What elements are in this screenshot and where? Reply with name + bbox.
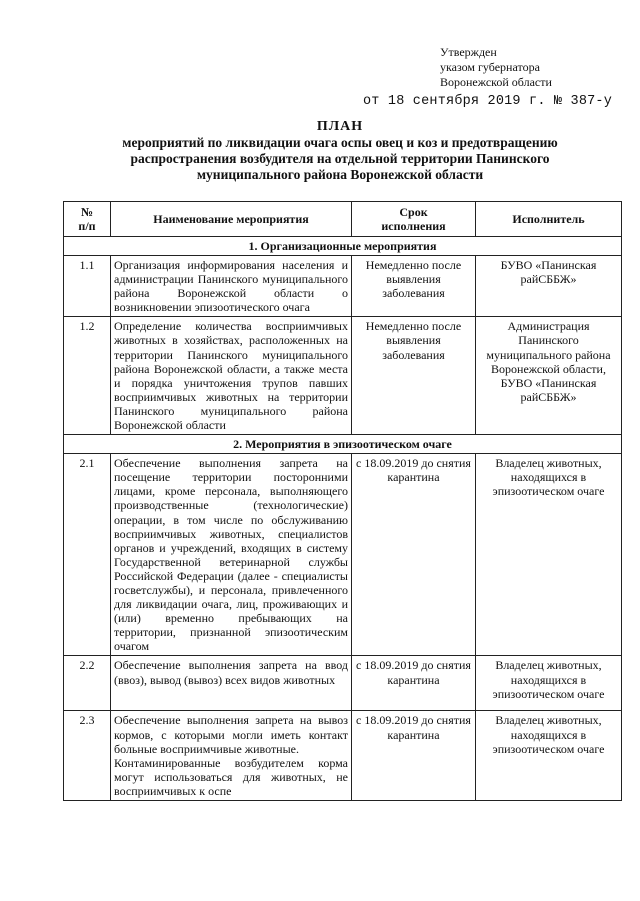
plan-heading: ПЛАН: [316, 119, 364, 134]
title-line: распространения возбудителя на отдельной территории Панинского: [130, 151, 550, 166]
row-measure: Обеспечение выполнения запрета на посещение территории посторонними лицами, кроме персонала, выполняющего производственные (технологические) операции, в том числе по обслуживанию восприимчивых животных, специалистов органов и учреждений, входящих в систему Государственной ветеринарной службы Российской Федерации (далее - специалисты госветслужбы), и персонала, привлеченного для ликвидации очага, лиц, проживающих и (или) временно пребывающих на территории, признанной эпизоотическим очагом: [111, 454, 352, 656]
section-row: [64, 237, 622, 256]
row-measure: Определение количества восприимчивых животных в хозяйствах, расположенных на территории Панинского муниципального района Воронежской области, а также места и порядка уничтожения трупов павших восприимчивых животных на территории Панинского муниципального района Воронежской области: [111, 317, 352, 435]
table-header-row: [64, 202, 622, 237]
header-name: Наименование мероприятия: [111, 202, 352, 237]
approval-line: Утвержден: [440, 45, 497, 59]
header-executor: Исполнитель: [476, 202, 622, 237]
section-title: 1. Организационные мероприятия: [64, 237, 622, 256]
row-measure-paragraph: Обеспечение выполнения запрета на вывоз кормов, с которыми могли иметь контакт больные восприимчивые животные.: [114, 713, 348, 756]
document-title: [60, 119, 620, 183]
plan-table: [63, 201, 622, 801]
approval-line: указом губернатора: [440, 60, 540, 74]
row-number: 2.3: [64, 711, 111, 801]
header-number-line: п/п: [78, 219, 96, 233]
row-executor: Владелец животных, находящихся в эпизоотическом очаге: [476, 454, 622, 656]
table-row: [64, 656, 622, 711]
row-term: с 18.09.2019 до снятия карантина: [352, 656, 476, 711]
row-measure: Обеспечение выполнения запрета на ввод (ввоз), вывод (вывоз) всех видов животных: [111, 656, 352, 711]
row-number: 1.2: [64, 317, 111, 435]
title-line: муниципального района Воронежской области: [196, 167, 484, 182]
header-number-line: №: [80, 205, 94, 219]
table-row: [64, 317, 622, 435]
row-term: Немедленно после выявления заболевания: [352, 256, 476, 317]
row-executor: Владелец животных, находящихся в эпизоотическом очаге: [476, 711, 622, 801]
title-line: мероприятий по ликвидации очага оспы овец и коз и предотвращению: [122, 135, 558, 150]
row-executor: Администрация Панинского муниципального района Воронежской области, БУВО «Панинская райСББЖ»: [476, 317, 622, 435]
row-executor: Владелец животных, находящихся в эпизоотическом очаге: [476, 656, 622, 711]
header-term-line: исполнения: [381, 219, 446, 233]
row-number: 1.1: [64, 256, 111, 317]
approval-block: [440, 45, 552, 90]
row-term: с 18.09.2019 до снятия карантина: [352, 454, 476, 656]
row-measure: [111, 711, 352, 801]
table-row: [64, 711, 622, 801]
header-term-line: Срок: [399, 205, 428, 219]
table-row: [64, 256, 622, 317]
row-term: с 18.09.2019 до снятия карантина: [352, 711, 476, 801]
row-measure: Организация информирования населения и администрации Панинского муниципального района Воронежской области о возникновении эпизоотического очага: [111, 256, 352, 317]
decree-date-number: от 18 сентября 2019 г. № 387-у: [363, 94, 613, 109]
row-number: 2.2: [64, 656, 111, 711]
row-measure-paragraph: Контаминированные возбудителем корма могут использоваться для животных, не восприимчивых к оспе: [114, 755, 348, 798]
header-number: [64, 202, 111, 237]
section-row: [64, 435, 622, 454]
row-executor: БУВО «Панинская райСББЖ»: [476, 256, 622, 317]
table-row: [64, 454, 622, 656]
header-term: [352, 202, 476, 237]
section-title: 2. Мероприятия в эпизоотическом очаге: [64, 435, 622, 454]
row-term: Немедленно после выявления заболевания: [352, 317, 476, 435]
approval-line: Воронежской области: [440, 75, 552, 89]
row-number: 2.1: [64, 454, 111, 656]
